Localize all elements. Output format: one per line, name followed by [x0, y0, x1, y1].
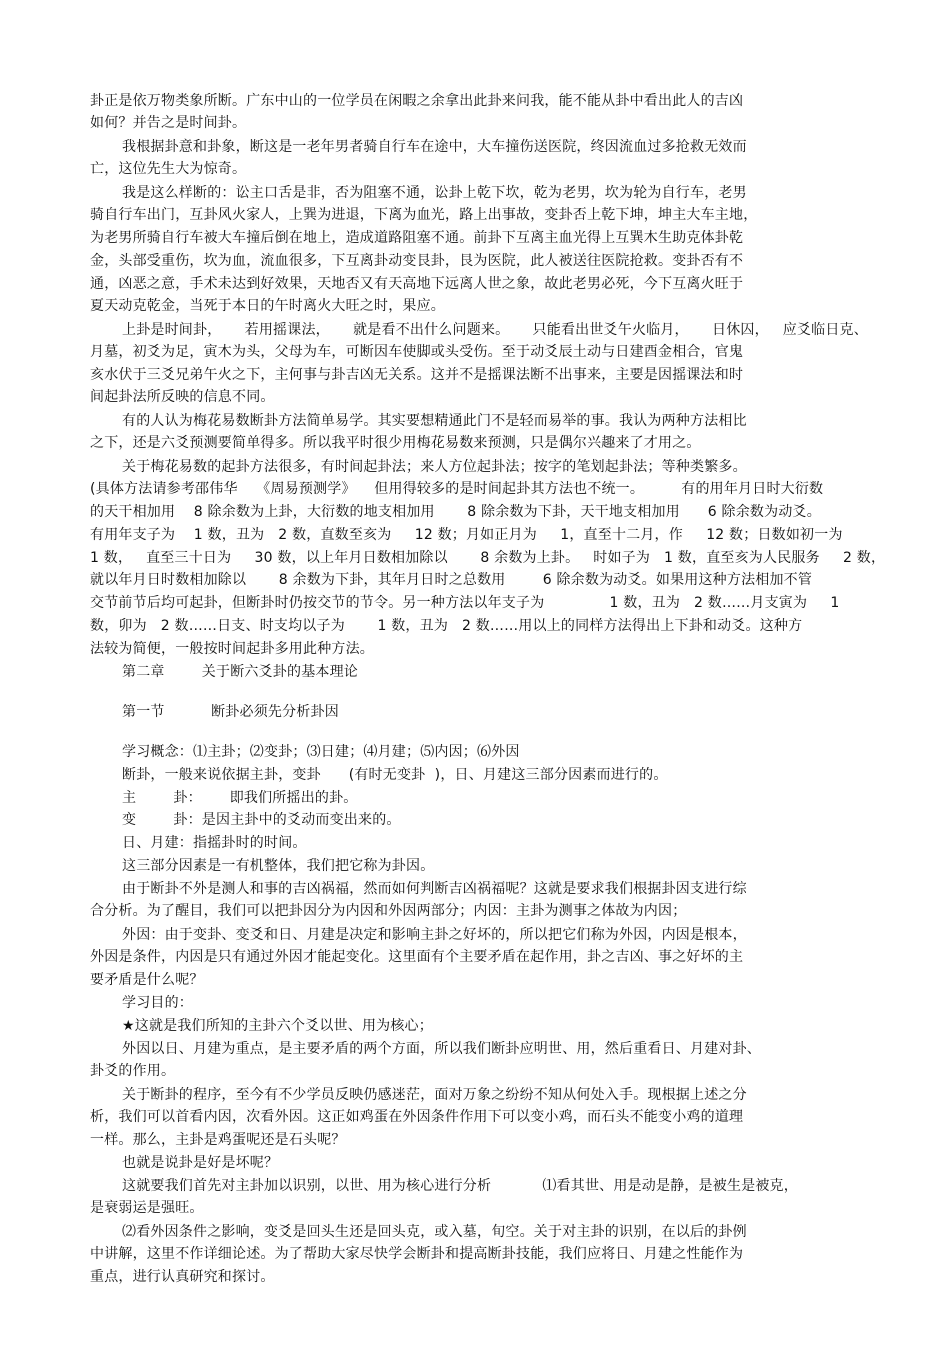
text-line: 学习概念：⑴主卦；⑵变卦；⑶日建；⑷月建；⑸内因；⑹外因	[122, 744, 520, 760]
text-line: 日、月建：指摇卦时的时间。	[122, 835, 307, 851]
text-line: 外因：由于变卦、变爻和日、月建是决定和影响主卦之好坏的，所以把它们称为外因，内因是根本，	[122, 927, 747, 943]
text-line: 这三部分因素是一有机整体，我们把它称为卦因。	[122, 858, 435, 874]
text-line: 月墓，初爻为足，寅木为头，父母为车，可断因车使脚或头受伤。至于动爻辰土动与日建酉金相合，官鬼	[90, 344, 744, 360]
text-line: 间起卦法所反映的信息不同。	[90, 389, 275, 405]
text-line: 也就是说卦是好是坏呢？	[122, 1155, 279, 1171]
text-line: 亥水伏于三爻兄弟午火之下，主何事与卦吉凶无关系。这并不是摇课法断不出事来，主要是因摇课法和时	[90, 367, 744, 383]
text-line: 外因是条件，内因是只有通过外因才能起变化。这里面有个主要矛盾在起作用，卦之吉凶、事之好坏的主	[90, 949, 744, 965]
text-line: 法较为简便，一般按时间起卦多用此种方法。	[90, 641, 374, 657]
text-line: 断卦，一般来说依据主卦，变卦 (有时无变卦 )，日、月建这三部分因素而进行的。	[122, 767, 668, 783]
text-line: 这就要我们首先对主卦加以识别，以世、用为核心进行分析 ⑴看其世、用是动是静，是被生是被克，	[122, 1178, 798, 1194]
text-line: 一样。那么，主卦是鸡蛋呢还是石头呢？	[90, 1132, 346, 1148]
text-line: 交节前节后均可起卦，但断卦时仍按交节的节令。另一种方法以年支子为 1 数，丑为 2 数……月支寅为 1	[90, 595, 840, 611]
text-line: (具体方法请参考邵伟华 《周易预测学》 但用得较多的是时间起卦其方法也不统一。 有的用年月日时大衍数	[90, 481, 824, 497]
text-line: 亡，这位先生大为惊奇。	[90, 161, 247, 177]
text-line: 要矛盾是什么呢？	[90, 972, 204, 988]
text-line: 如何？并告之是时间卦。	[90, 115, 247, 131]
text-line: 为老男所骑自行车被大车撞后倒在地上，造成道路阻塞不通。前卦下互离主血光得上互巽木生助克体卦乾	[90, 230, 744, 246]
text-line: 数，卯为 2 数……日支、时支均以子为 1 数，丑为 2 数……用以上的同样方法得出上下卦和动爻。这种方	[90, 618, 803, 634]
text-line: 主 卦： 即我们所摇出的卦。	[122, 790, 358, 806]
chapter-heading: 第二章 关于断六爻卦的基本理论	[122, 664, 359, 680]
text-line: 卦爻的作用。	[90, 1063, 176, 1079]
text-line: 卦正是依万物类象所断。广东中山的一位学员在闲暇之余拿出此卦来问我，能不能从卦中看出此人的吉凶	[90, 93, 744, 109]
text-line: ⑵看外因条件之影响，变爻是回头生还是回头克，或入墓，旬空。关于对主卦的识别，在以后的卦例	[122, 1224, 747, 1240]
text-line: 学习目的：	[122, 995, 193, 1011]
text-line: ★这就是我们所知的主卦六个爻以世、用为核心；	[122, 1018, 433, 1034]
text-line: 就以年月日时数相加除以 8 余数为下卦，其年月日时之总数用 6 除余数为动爻。如果用这种方法相加不管	[90, 572, 813, 588]
text-line: 上卦是时间卦， 若用摇课法， 就是看不出什么问题来。 只能看出世爻午火临月， 日休囚， 应爻临日克、	[122, 322, 868, 338]
text-line: 是衰弱运是强旺。	[90, 1200, 204, 1216]
text-line: 通，凶恶之意，手术未达到好效果，天地否又有天高地下远离人世之象，故此老男必死，今下互离火旺于	[90, 276, 744, 292]
text-line: 有的人认为梅花易数断卦方法简单易学。其实要想精通此门不是轻而易举的事。我认为两种方法相比	[122, 413, 747, 429]
text-line: 我根据卦意和卦象，断这是一老年男者骑自行车在途中，大车撞伤送医院，终因流血过多抢救无效而	[122, 139, 747, 155]
text-line: 我是这么样断的：讼主口舌是非，否为阻塞不通，讼卦上乾下坎，乾为老男，坎为轮为自行车，老男	[122, 185, 747, 201]
text-line: 由于断卦不外是测人和事的吉凶祸福，然而如何判断吉凶祸福呢？这就是要求我们根据卦因支进行综	[122, 881, 747, 897]
text-line: 之下，还是六爻预测要简单得多。所以我平时很少用梅花易数来预测，只是偶尔兴趣来了才用之。	[90, 435, 701, 451]
text-line: 关于梅花易数的起卦方法很多，有时间起卦法；来人方位起卦法；按字的笔划起卦法；等种类繁多。	[122, 459, 747, 475]
text-line: 变 卦：是因主卦中的爻动而变出来的。	[122, 812, 401, 828]
text-line: 夏天动克乾金，当死于本日的午时离火大旺之时，果应。	[90, 298, 445, 314]
text-line: 析，我们可以首看内因，次看外因。这正如鸡蛋在外因条件作用下可以变小鸡，而石头不能变小鸡的道理	[90, 1109, 744, 1125]
text-line: 金，头部受重伤，坎为血，流血很多，下互离卦动变艮卦，艮为医院，此人被送往医院抢救。变卦否有不	[90, 253, 744, 269]
text-line: 1 数， 直至三十日为 30 数，以上年月日数相加除以 8 余数为上卦。 时如子为 1 数，直至亥为人民服务 2 数，	[90, 550, 886, 566]
text-line: 合分析。为了醒目，我们可以把卦因分为内因和外因两部分；内因：主卦为测事之体故为内因；	[90, 903, 687, 919]
section-heading: 第一节 断卦必须先分析卦因	[122, 704, 339, 720]
text-line: 骑自行车出门，互卦风火家人，上巽为进退，下离为血光，路上出事故，变卦否上乾下坤，坤主大车主地，	[90, 207, 758, 223]
text-line: 有用年支子为 1 数，丑为 2 数，直数至亥为 12 数；月如正月为 1，直至十二月，作 12 数；日数如初一为	[90, 527, 843, 543]
text-line: 外因以日、月建为重点，是主要矛盾的两个方面，所以我们断卦应明世、用，然后重看日、月建对卦、	[122, 1041, 761, 1057]
text-line: 的天干相加用 8 除余数为上卦，大衍数的地支相加用 8 除余数为下卦，天干地支相加用 6 除余数为动爻。	[90, 504, 821, 520]
text-line: 中讲解，这里不作详细论述。为了帮助大家尽快学会断卦和提高断卦技能，我们应将日、月建之性能作为	[90, 1246, 744, 1262]
text-line: 关于断卦的程序，至今有不少学员反映仍感迷茫，面对万象之纷纷不知从何处入手。现根据上述之分	[122, 1087, 747, 1103]
text-line: 重点，进行认真研究和探讨。	[90, 1269, 275, 1285]
